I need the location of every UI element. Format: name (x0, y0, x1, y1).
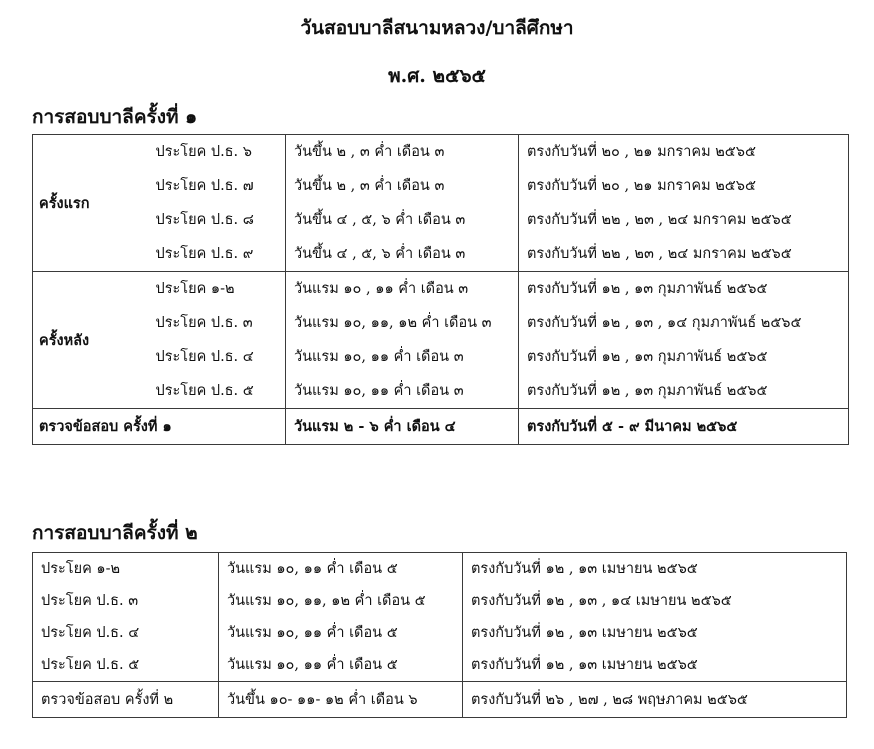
western-date-cell: ตรงกับวันที่ ๑๒ , ๑๓ เมษายน ๒๕๖๕ (471, 657, 698, 673)
thai-date-cell: วันแรม ๑๐, ๑๑ ค่ำ เดือน ๓ (294, 349, 464, 365)
sentence-cell: ประโยค ป.ธ. ๔ (155, 349, 254, 365)
western-date-cell: ตรงกับวันที่ ๒๐ , ๒๑ มกราคม ๒๕๖๕ (527, 144, 756, 160)
western-date-cell: ตรงกับวันที่ ๑๒ , ๑๓ เมษายน ๒๕๖๕ (471, 561, 698, 577)
western-date-cell: ตรงกับวันที่ ๑๒ , ๑๓ , ๑๔ เมษายน ๒๕๖๕ (471, 593, 732, 609)
western-date-column (519, 135, 849, 272)
thai-date-cell: วันแรม ๑๐ , ๑๑ ค่ำ เดือน ๓ (294, 281, 469, 297)
exam-2-schedule-table (32, 552, 847, 718)
thai-date-column (286, 272, 519, 409)
sentence-column (150, 272, 286, 409)
group-label: ครั้งแรก (33, 135, 150, 272)
exam-1-heading: การสอบบาลีครั้งที่ ๑ (32, 106, 198, 128)
thai-date-cell: วันแรม ๑๐, ๑๑ ค่ำ เดือน ๕ (227, 657, 398, 673)
sentence-cell: ประโยค ป.ธ. ๗ (155, 178, 254, 194)
sentence-column (33, 553, 219, 682)
thai-date-cell: วันขึ้น ๔ , ๕, ๖ ค่ำ เดือน ๓ (294, 212, 466, 228)
thai-date-cell: วันแรม ๑๐, ๑๑ ค่ำ เดือน ๓ (294, 383, 464, 399)
thai-date-cell: วันแรม ๑๐, ๑๑ ค่ำ เดือน ๕ (227, 561, 398, 577)
sentence-cell: ประโยค ป.ธ. ๕ (41, 657, 140, 673)
western-date-cell: ตรงกับวันที่ ๑๒ , ๑๓ , ๑๔ กุมภาพันธ์ ๒๕๖๕ (527, 315, 802, 331)
exam-1-group-first (33, 135, 849, 272)
western-date-cell: ตรงกับวันที่ ๑๒ , ๑๓ เมษายน ๒๕๖๕ (471, 625, 698, 641)
sentence-cell: ประโยค ๑-๒ (41, 561, 121, 577)
western-date-cell: ตรงกับวันที่ ๑๒ , ๑๓ กุมภาพันธ์ ๒๕๖๕ (527, 349, 768, 365)
review-western-date: ตรงกับวันที่ ๕ - ๙ มีนาคม ๒๕๖๕ (519, 409, 849, 445)
thai-date-cell: วันขึ้น ๒ , ๓ ค่ำ เดือน ๓ (294, 144, 445, 160)
thai-date-cell: วันแรม ๑๐, ๑๑, ๑๒ ค่ำ เดือน ๕ (227, 593, 426, 609)
thai-date-column (219, 553, 463, 682)
review-thai-date: วันขึ้น ๑๐- ๑๑- ๑๒ ค่ำ เดือน ๖ (219, 682, 463, 718)
sentence-cell: ประโยค ป.ธ. ๘ (155, 212, 254, 228)
exam-2-heading: การสอบบาลีครั้งที่ ๒ (32, 522, 198, 544)
thai-date-cell: วันขึ้น ๔ , ๕, ๖ ค่ำ เดือน ๓ (294, 246, 466, 262)
western-date-cell: ตรงกับวันที่ ๒๐ , ๒๑ มกราคม ๒๕๖๕ (527, 178, 756, 194)
sentence-column (150, 135, 286, 272)
group-label: ครั้งหลัง (33, 272, 150, 409)
western-date-cell: ตรงกับวันที่ ๑๒ , ๑๓ กุมภาพันธ์ ๒๕๖๕ (527, 281, 768, 297)
review-label: ตรวจข้อสอบ ครั้งที่ ๒ (33, 682, 219, 718)
document-year: พ.ศ. ๒๕๖๕ (388, 65, 486, 87)
sentence-cell: ประโยค ป.ธ. ๕ (155, 383, 254, 399)
review-western-date: ตรงกับวันที่ ๒๖ , ๒๗ , ๒๘ พฤษภาคม ๒๕๖๕ (463, 682, 847, 718)
sentence-cell: ประโยค ป.ธ. ๓ (155, 315, 253, 331)
thai-date-cell: วันแรม ๑๐, ๑๑, ๑๒ ค่ำ เดือน ๓ (294, 315, 492, 331)
exam-2-rows (33, 553, 847, 682)
western-date-column (463, 553, 847, 682)
exam-1-review-row (33, 409, 849, 445)
thai-date-cell: วันแรม ๑๐, ๑๑ ค่ำ เดือน ๕ (227, 625, 398, 641)
sentence-cell: ประโยค ป.ธ. ๙ (155, 246, 254, 262)
thai-date-cell: วันขึ้น ๒ , ๓ ค่ำ เดือน ๓ (294, 178, 445, 194)
western-date-cell: ตรงกับวันที่ ๑๒ , ๑๓ กุมภาพันธ์ ๒๕๖๕ (527, 383, 768, 399)
review-label: ตรวจข้อสอบ ครั้งที่ ๑ (33, 409, 286, 445)
sentence-cell: ประโยค ป.ธ. ๔ (41, 625, 140, 641)
western-date-cell: ตรงกับวันที่ ๒๒ , ๒๓ , ๒๔ มกราคม ๒๕๖๕ (527, 212, 792, 228)
exam-1-schedule-table (32, 134, 849, 445)
western-date-column (519, 272, 849, 409)
exam-2-review-row (33, 682, 847, 718)
sentence-cell: ประโยค ป.ธ. ๖ (155, 144, 252, 160)
document-title: วันสอบบาลีสนามหลวง/บาลีศึกษา (300, 17, 574, 39)
western-date-cell: ตรงกับวันที่ ๒๒ , ๒๓ , ๒๔ มกราคม ๒๕๖๕ (527, 246, 792, 262)
review-thai-date: วันแรม ๒ - ๖ ค่ำ เดือน ๔ (286, 409, 519, 445)
sentence-cell: ประโยค ๑-๒ (155, 281, 235, 297)
exam-1-group-second (33, 272, 849, 409)
thai-date-column (286, 135, 519, 272)
sentence-cell: ประโยค ป.ธ. ๓ (41, 593, 139, 609)
